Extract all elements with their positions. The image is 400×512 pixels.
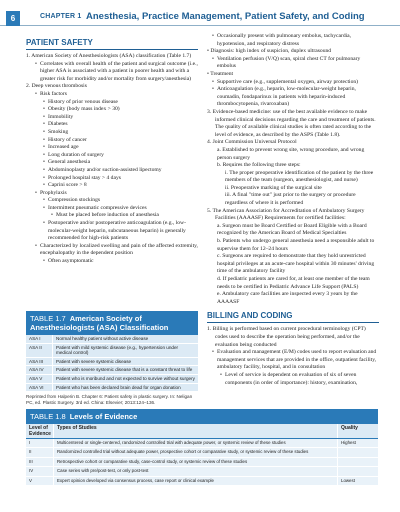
text-line: 4. Joint Commission Universal Protocol <box>207 139 297 146</box>
table-cell: ASA II <box>26 344 53 357</box>
table-cell: Randomized controlled trial without adequate power, prospective cohort or comparative study, or systemic review of these studies <box>54 448 338 456</box>
table-cell: Patient with severe systemic disease that is a constant threat to life <box>56 367 193 373</box>
table-cell: II <box>26 448 54 456</box>
chapter-label: CHAPTER 1 <box>40 13 82 20</box>
text-line: a. Established to prevent wrong site, wrong procedure, and wrong person surgery <box>217 146 365 161</box>
table-cell: V <box>26 477 54 485</box>
section-title-patient-safety: PATIENT SAFETY <box>26 38 198 50</box>
page-number: 6 <box>6 11 20 26</box>
text-line: • Occasionally present with pulmonary embolus, tachycardia, hypotension, and respiratory distress <box>207 33 379 48</box>
table-title: Levels of Evidence <box>69 412 138 421</box>
text-line: • Long duration of surgery <box>26 152 198 160</box>
text-line: ii. Preoperative marking of the surgical site <box>225 184 322 191</box>
table-row <box>26 467 378 476</box>
text-line: • Supportive care (e.g., supplemental oxygen, airway protection) <box>207 79 379 87</box>
section-title-billing-coding: BILLING AND CODING <box>207 311 379 323</box>
text-line: 3. Evidence-based medicine: use of the best available evidence to make informed clinical decisions regarding the care and treatment of patients. The quality of available clinical studies is often rated according to the level of evidence, as described by the ASPS (Table 1.8). <box>207 108 376 138</box>
table-row <box>26 477 378 486</box>
table-cell: Patient with mild systemic disease (e.g., hypertension under medical control) <box>56 344 179 356</box>
col-header-quality: Quality <box>341 425 358 431</box>
table-cell: III <box>26 458 54 466</box>
table-cell: Patient who has been declared brain dead for organ donation <box>56 384 181 390</box>
col-header-types: Types of Studies <box>54 424 338 438</box>
table-cell: Normal healthy patient without active disease <box>56 336 149 341</box>
text-line: • Correlates with overall health of the patient and surgical outcome (i.e., higher ASA is associated with a patient in poorer health and with a greater risk for morbidity and/or mortality from surgery/anesthesia) <box>26 61 198 84</box>
table-cell: ASA III <box>26 358 53 366</box>
text-line: • Obesity (body mass index > 30) <box>26 106 198 114</box>
text-line: 5. The American Association for Accreditation of Ambulatory Surgery Facilities (AAAASF) Requirements for certified facilities: <box>207 207 365 222</box>
text-line: • Often asymptomatic <box>26 258 198 266</box>
text-line: • Increased age <box>26 144 198 152</box>
table-row <box>26 344 198 358</box>
left-text-body <box>26 53 198 266</box>
table-cell <box>338 458 378 466</box>
text-line: • Evaluation and management (E/M) codes used to report evaluation and management services that are provided in the office, outpatient facility, ambulatory facility, hospital, and in consultation <box>207 349 379 372</box>
table-cell: Multicentered or single-centered, randomized controlled trial with adequate power, or systemic review of these studies <box>54 439 338 447</box>
text-line: • Intermittent pneumatic compressive devices <box>26 205 198 213</box>
text-line: • Diabetes <box>26 121 198 129</box>
text-line: • History of prior venous disease <box>26 99 198 107</box>
text-line: • Risk factors <box>26 91 198 99</box>
table-cell: ASA V <box>26 375 53 383</box>
chapter-title: Anesthesia, Practice Management, Patient Safety, and Coding <box>86 11 365 22</box>
text-line: • Must be placed before induction of anesthesia <box>26 212 198 220</box>
text-line: • General anesthesia <box>26 159 198 167</box>
text-line: • Postoperative and/or postoperative anticoagulation (e.g., low-molecular-weight heparin, subcutaneous heparin) is generally recommended for high-risk patients <box>26 220 198 243</box>
table-column-headers <box>26 424 378 439</box>
text-line: • Prophylaxis <box>26 190 198 198</box>
table-header <box>26 409 378 424</box>
text-line: • Ventilation perfusion (V/Q) scan, spiral chest CT for pulmonary embolus <box>207 56 379 71</box>
text-line: • History of cancer <box>26 137 198 145</box>
running-header <box>0 0 400 26</box>
table-header <box>26 311 198 335</box>
text-line: 2. Deep venous thrombosis <box>26 83 87 90</box>
text-line: i. The proper preoperative identification of the patient by the three members of the team (surgeon, anesthesiologist, and nurse) <box>225 169 374 184</box>
text-line: • Caprini score > 8 <box>26 182 198 190</box>
table-cell: Highest <box>341 440 356 445</box>
table-cell: IV <box>26 467 54 475</box>
table-cell: Patient with severe systemic disease <box>56 358 132 364</box>
table-cell: ASA I <box>26 335 53 343</box>
table-number: TABLE 1.8 <box>30 412 66 421</box>
table-asa-classification <box>26 311 198 408</box>
text-line: • Prolonged hospital stay > 4 days <box>26 175 198 183</box>
table-cell: I <box>26 439 54 447</box>
table-row <box>26 335 198 344</box>
right-column <box>207 33 379 387</box>
table-cell <box>338 448 378 456</box>
text-line: 1. Billing is performed based on current procedural terminology (CPT) codes used to describe the operation being performed, and/or the evaluation being conducted <box>207 326 366 348</box>
table-row <box>26 358 198 367</box>
text-line: b. Requires the following three steps: <box>217 162 301 169</box>
table-row <box>26 458 378 467</box>
table-row <box>26 448 378 457</box>
text-line: c. Surgeons are required to demonstrate that they hold unrestricted hospital privileges at an acute-care hospital within 30 minutes' driving time of the ambulatory facility <box>217 253 375 275</box>
text-line: • Characterized by localized swelling and pain of the affected extremity, encephalopathy in the dependent position <box>26 243 198 258</box>
table-title: American Society of Anesthesiologists (ASA) Classification <box>30 314 169 332</box>
table-number: TABLE 1.7 <box>30 314 66 323</box>
table-cell: Lowest <box>341 477 355 483</box>
text-line: e. Ambulatory care facilities are inspected every 3 years by the AAAASF <box>217 291 358 305</box>
text-line: • Diagnosis: high index of suspicion, duplex ultrasound <box>207 48 332 55</box>
table-cell: Case series with pre/post-test, or only post-test <box>54 467 338 475</box>
text-line: • Smoking <box>26 129 198 137</box>
table-body <box>26 335 198 392</box>
text-line: 1. American Society of Anesthesiologists (ASA) classification (Table 1.7) <box>26 53 192 59</box>
col-header-level: Level of Evidence <box>26 424 54 438</box>
billing-text-body <box>207 326 379 387</box>
table-levels-of-evidence <box>26 409 378 486</box>
table-cell <box>338 467 378 475</box>
table-footnote: Reprinted from Halperin B. Chapter 6: Patient safety in plastic surgery. In: Neligan PC, ed. Plastic Surgery. 3rd ed. China: Elsevier; 2013:124–136. <box>26 394 193 405</box>
text-line: • Level of service is dependent on evaluation of six of seven components (in order of importance): history, examination, <box>207 372 379 387</box>
text-line: d. If pediatric patients are cared for, at least one member of the team needs to be certified in Pediatric Advance Life Support (PALS) <box>217 276 370 290</box>
text-line: • Anticoagulation (e.g., heparin, low-molecular-weight heparin, coumadin, fondaparinux in patients with heparin-induced thrombocytopenia, rivaroxaban) <box>207 86 379 109</box>
text-line: • Immobility <box>26 114 198 122</box>
left-column <box>26 38 198 266</box>
table-body <box>26 439 378 486</box>
text-line: • Treatment <box>207 70 234 77</box>
right-text-body <box>207 33 379 306</box>
table-cell: Expert opinion developed via consensus process, case report or clinical example <box>54 477 338 485</box>
table-row <box>26 384 198 393</box>
text-line: b. Patients who undergo general anesthesia need a responsible adult to supervise them for 12–24 hours <box>217 238 375 252</box>
table-cell: ASA VI <box>26 384 53 392</box>
table-row <box>26 366 198 375</box>
table-cell: ASA IV <box>26 366 53 374</box>
text-line: a. Surgeon must be Board Certified or Board Eligible with a Board recognized by the American Board of Medical Specialties <box>217 222 367 237</box>
table-row <box>26 375 198 384</box>
text-line: • Compression stockings <box>26 197 198 205</box>
text-line: iii. A final "time out" just prior to the surgery or procedure regardless of where it is performed <box>225 192 356 207</box>
text-line: • Abdominoplasty and/or suction-assisted lipectomy <box>26 167 198 175</box>
table-cell: Retrospective cohort or comparative study, case-control study, or systemic review of these studies <box>54 458 338 466</box>
table-row <box>26 439 378 448</box>
table-cell: Patient who is moribund and not expected to survive without surgery <box>56 375 195 381</box>
